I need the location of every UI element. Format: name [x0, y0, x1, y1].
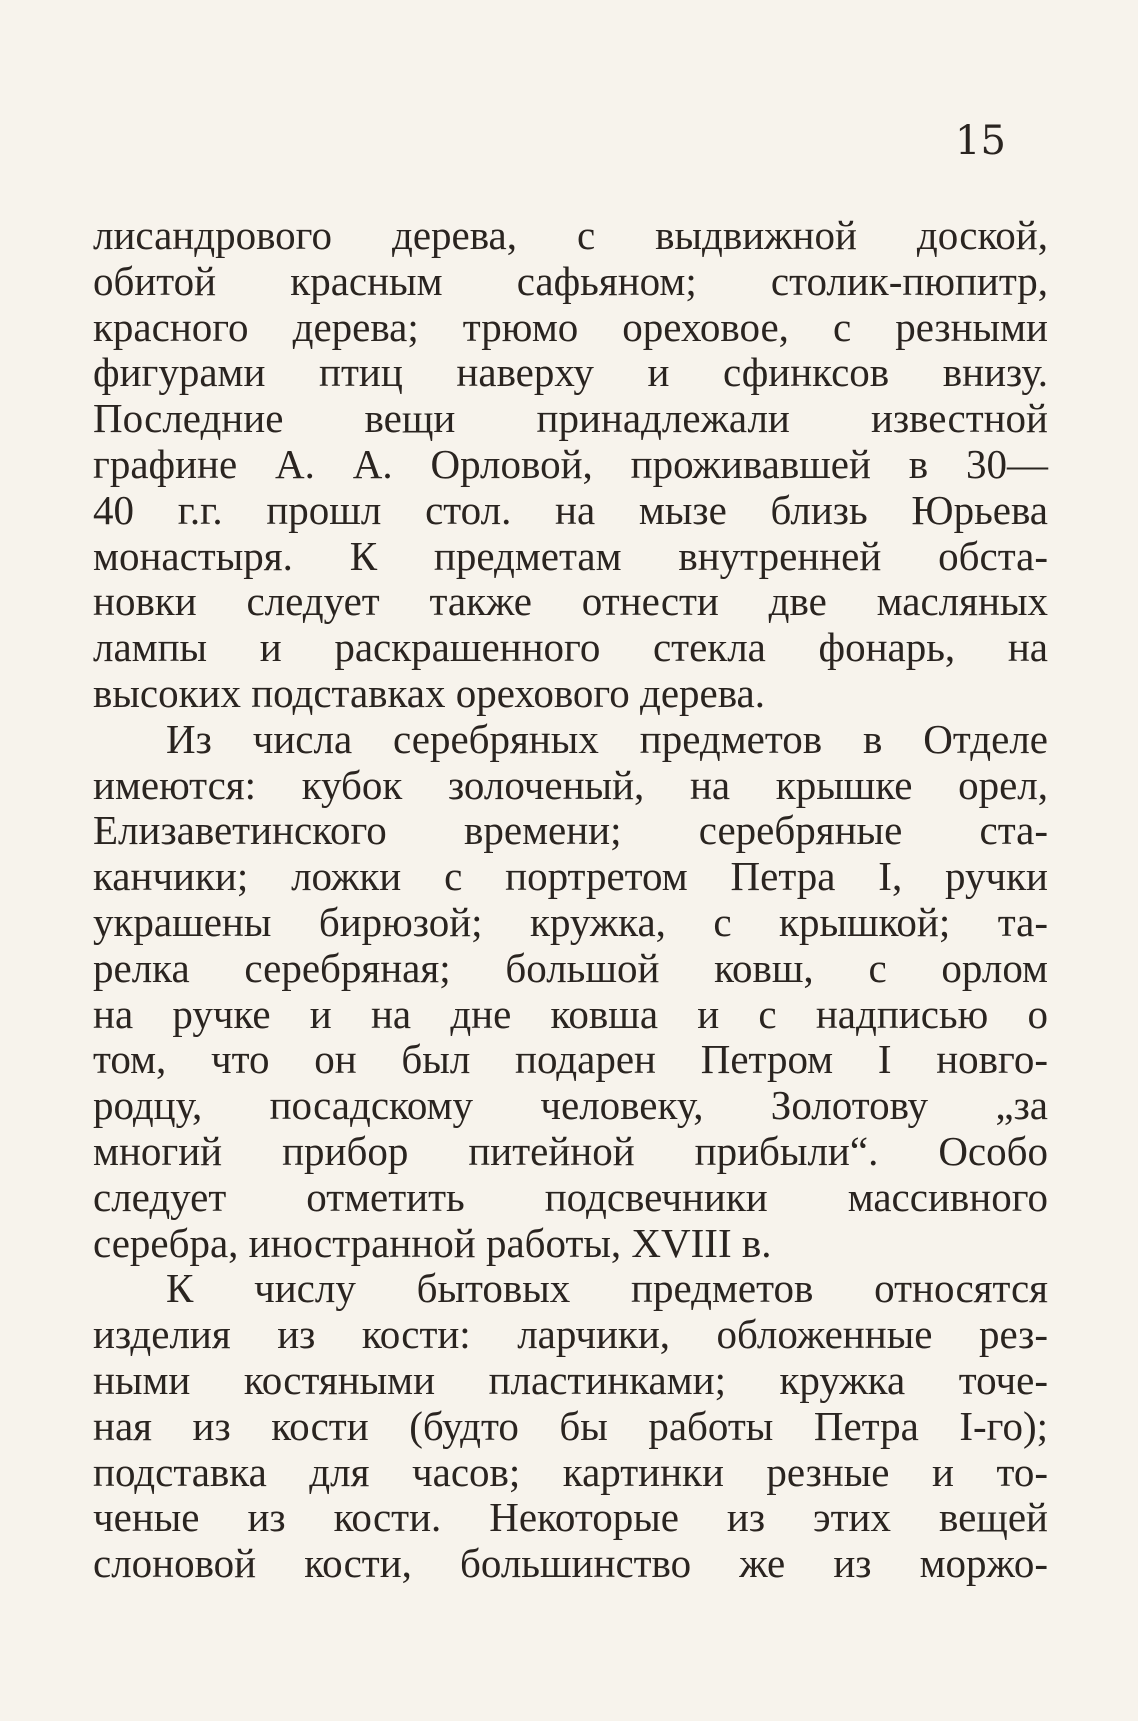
text-line: слоновой кости, большинство же из моржо-: [93, 1540, 1048, 1587]
text-line: следует отметить подсвечники массивного: [93, 1173, 1048, 1220]
text-line: красного дерева; трюмо ореховое, с резными: [93, 303, 1048, 350]
text-line: лампы и раскрашенного стекла фонарь, на: [93, 624, 1048, 671]
text-line: новки следует также отнести две масляных: [93, 578, 1048, 625]
text-line: обитой красным сафьяном; столик-пюпитр,: [93, 257, 1048, 304]
text-line: родцу, посадскому человеку, Золотову „за: [93, 1082, 1048, 1129]
text-line: лисандрового дерева, с выдвижной доской,: [93, 212, 1048, 258]
text-line: Из числа серебряных предметов в Отделе: [166, 715, 1048, 762]
text-line: Последние вещи принадлежали известной: [93, 395, 1048, 442]
text-line: том, что он был подарен Петром I новго-: [93, 1036, 1048, 1083]
body-text: [93, 213, 1048, 1587]
text-line: высоких подставках орехового дерева.: [93, 669, 765, 716]
text-line: многий прибор питейной прибыли“. Особо: [93, 1127, 1048, 1174]
text-line: К числу бытовых предметов относятся: [166, 1265, 1048, 1312]
page-number: 15: [955, 118, 1006, 164]
text-line: релка серебряная; большой ковш, с орлом: [93, 944, 1048, 991]
text-line: графине А. А. Орловой, проживавшей в 30—: [93, 440, 1048, 487]
text-line: 40 г.г. прошл стол. на мызе близь Юрьева: [93, 486, 1048, 533]
text-line: монастыря. К предметам внутренней обста-: [93, 532, 1048, 579]
text-line: серебра, иностранной работы, XVIII в.: [93, 1219, 772, 1266]
text-line: Елизаветинского времени; серебряные ста-: [93, 807, 1048, 854]
text-line: ченые из кости. Некоторые из этих вещей: [93, 1494, 1048, 1541]
text-line: фигурами птиц наверху и сфинксов внизу.: [93, 349, 1048, 396]
text-line: изделия из кости: ларчики, обложенные рез-: [93, 1311, 1048, 1358]
text-line: на ручке и на дне ковша и с надписью о: [93, 990, 1048, 1037]
text-line: украшены бирюзой; кружка, с крышкой; та-: [93, 898, 1048, 945]
text-line: имеются: кубок золоченый, на крышке орел,: [93, 761, 1048, 808]
text-line: канчики; ложки с портретом Петра I, ручки: [93, 853, 1048, 900]
text-line: ная из кости (будто бы работы Петра I-го);: [93, 1402, 1048, 1449]
text-line: подставка для часов; картинки резные и то-: [93, 1448, 1048, 1495]
text-line: ными костяными пластинками; кружка точе-: [93, 1356, 1048, 1403]
